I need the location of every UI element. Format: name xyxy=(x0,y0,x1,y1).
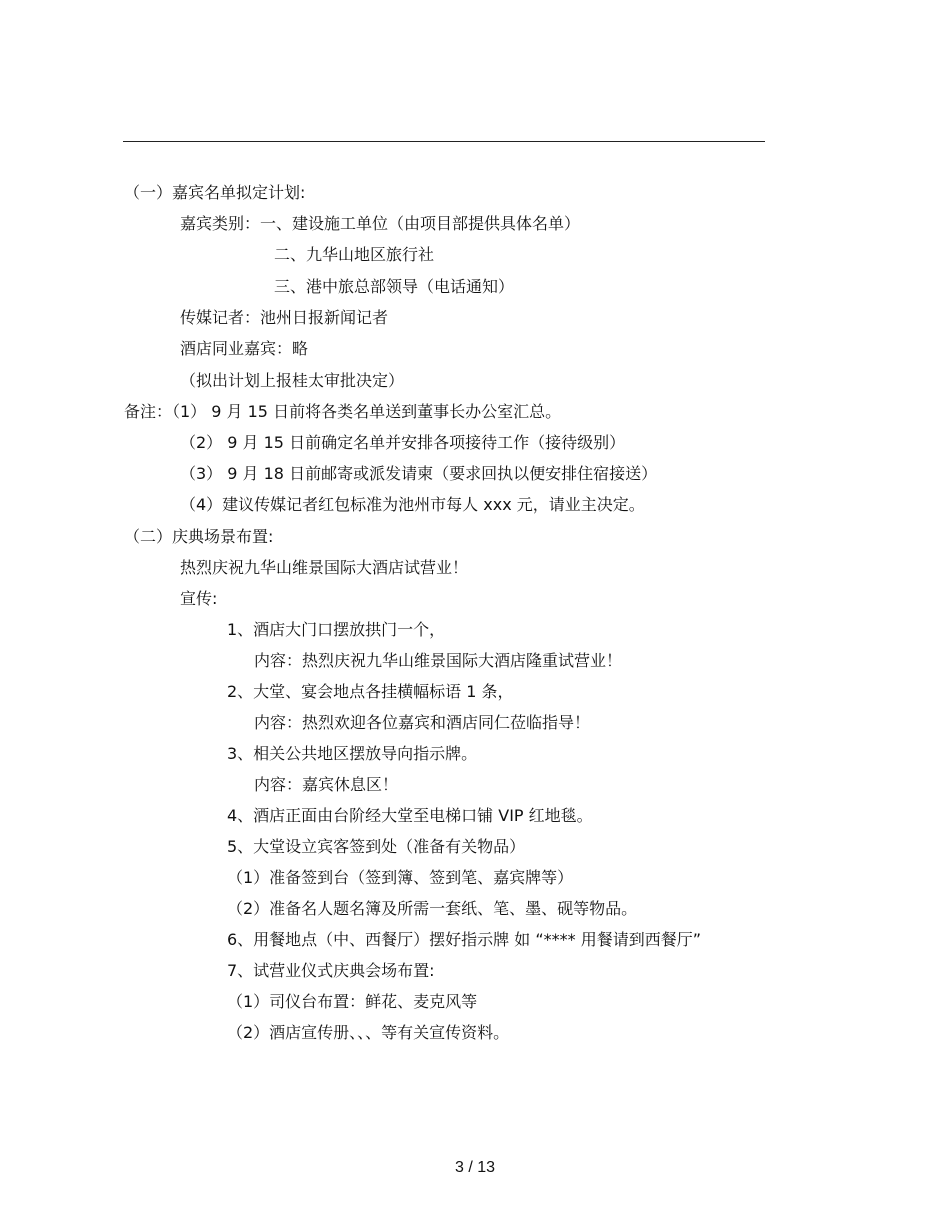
list-item: 6、用餐地点（中、西餐厅）摆好指示牌 如 “**** 用餐请到西餐厅” xyxy=(227,930,702,949)
sub-list-item: （2）酒店宣传册、、、等有关宣传资料。 xyxy=(227,1023,510,1042)
sub-list-item: （2）准备名人题名簿及所需一套纸、笔、墨、砚等物品。 xyxy=(227,899,638,918)
list-item: 2、大堂、宴会地点各挂横幅标语 1 条， xyxy=(227,682,514,701)
page-number: 3 / 13 xyxy=(454,1159,496,1176)
list-item-content: 内容：热烈庆祝九华山维景国际大酒店隆重试营业！ xyxy=(254,651,623,670)
remarks-line: （2） 9 月 15 日前确定名单并安排各项接待工作（接待级别） xyxy=(180,433,626,452)
guest-category-line: 三、港中旅总部领导（电话通知） xyxy=(274,277,515,296)
section-heading-guest-list: （一）嘉宾名单拟定计划: xyxy=(124,183,306,202)
remarks-line: （4）建议传媒记者红包标准为池州市每人 xxx 元，请业主决定。 xyxy=(180,495,645,514)
list-item: 7、试营业仪式庆典会场布置: xyxy=(227,961,435,980)
list-item-content: 内容：热烈欢迎各位嘉宾和酒店同仁莅临指导！ xyxy=(254,713,591,732)
guest-category-line: 嘉宾类别：一、建设施工单位（由项目部提供具体名单） xyxy=(180,214,581,233)
celebration-slogan: 热烈庆祝九华山维景国际大酒店试营业！ xyxy=(180,558,469,577)
guest-category-line: 二、九华山地区旅行社 xyxy=(274,245,435,264)
list-item: 4、酒店正面由台阶经大堂至电梯口铺 VIP 红地毯。 xyxy=(227,806,593,825)
remarks-line: （3） 9 月 18 日前邮寄或派发请柬（要求回执以便安排住宿接送） xyxy=(180,464,658,483)
hotel-peers-line: 酒店同业嘉宾：略 xyxy=(180,339,309,358)
list-item-content: 内容：嘉宾休息区！ xyxy=(254,775,399,794)
remarks-line: 备注：（1） 9 月 15 日前将各类名单送到董事长办公室汇总。 xyxy=(124,402,562,421)
approval-note-line: （拟出计划上报桂太审批决定） xyxy=(180,371,405,390)
media-reporters-line: 传媒记者：池州日报新闻记者 xyxy=(180,308,389,327)
list-item: 1、酒店大门口摆放拱门一个， xyxy=(227,620,446,639)
section-heading-scene-setup: （二）庆典场景布置: xyxy=(124,527,274,546)
list-item: 5、大堂设立宾客签到处（准备有关物品） xyxy=(227,837,526,856)
list-item: 3、相关公共地区摆放导向指示牌。 xyxy=(227,744,478,763)
sub-list-item: （1）准备签到台（签到簿、签到笔、嘉宾牌等） xyxy=(227,868,574,887)
header-rule xyxy=(123,141,765,142)
sub-list-item: （1）司仪台布置：鲜花、麦克风等 xyxy=(227,992,478,1011)
publicity-heading: 宣传: xyxy=(180,589,218,608)
